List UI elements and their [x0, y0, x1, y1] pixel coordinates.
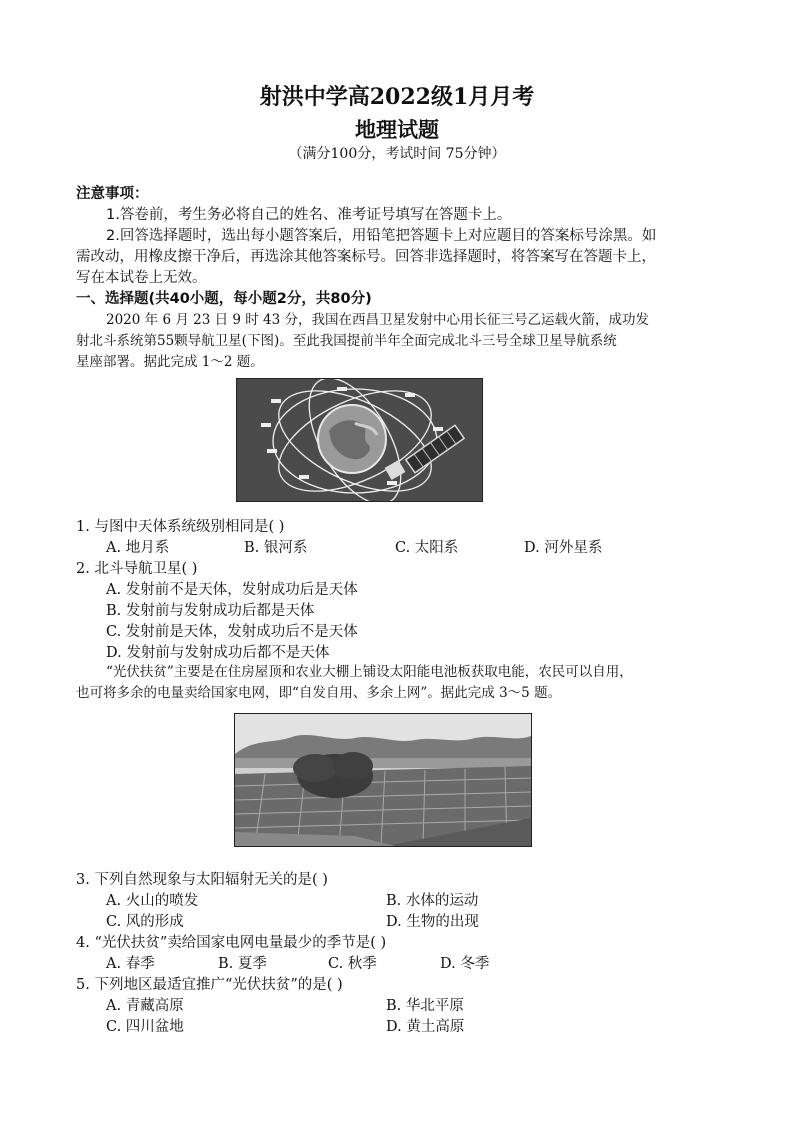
- q4-option-a: A. 春季: [106, 956, 155, 972]
- q1-option-a: A. 地月系: [106, 540, 170, 556]
- q3-option-b: B. 水体的运动: [386, 893, 479, 909]
- notice-item-2-line-3: 写在本试卷上无效。: [76, 270, 207, 286]
- solar-panel-roof-illustration: [235, 714, 531, 846]
- notice-item-2-line-2: 需改动，用橡皮擦干净后，再选涂其他答案标号。回答非选择题时，将答案写在答题卡上，: [76, 249, 656, 265]
- q4-option-d: D. 冬季: [440, 956, 490, 972]
- subject-title: 地理试题: [355, 117, 439, 142]
- q2-option-b: B. 发射前与发射成功后都是天体: [106, 603, 315, 619]
- q3-option-c: C. 风的形成: [106, 914, 184, 930]
- q1-option-d: D. 河外星系: [524, 540, 603, 556]
- q5-option-d: D. 黄土高原: [386, 1019, 465, 1035]
- notice-item-1: 1.答卷前，考生务必将自己的姓名、准考证号填写在答题卡上。: [106, 207, 512, 223]
- q4-option-b: B. 夏季: [218, 956, 267, 972]
- notice-item-2-line-1: 2.回答选择题时，选出每小题答案后，用铅笔把答题卡上对应题目的答案标号涂黑。如: [106, 228, 657, 244]
- q3-option-d: D. 生物的出现: [386, 914, 479, 930]
- q1-stem: 1. 与图中天体系统级别相同是( ): [76, 519, 285, 535]
- q3-stem: 3. 下列自然现象与太阳辐射无关的是( ): [76, 872, 328, 888]
- q2-stem: 2. 北斗导航卫星( ): [76, 561, 198, 577]
- q3-option-a: A. 火山的喷发: [106, 893, 199, 909]
- q2-option-c: C. 发射前是天体，发射成功后不是天体: [106, 624, 358, 640]
- notice-heading: 注意事项：: [76, 186, 149, 202]
- solar-panel-roof-image: [234, 713, 532, 847]
- passage2-line-1: “光伏扶贫”主要是在住房屋顶和农业大棚上铺设太阳能电池板获取电能，农民可以自用，: [106, 664, 633, 680]
- satellite-constellation-image: [236, 378, 483, 502]
- passage2-line-2: 也可将多余的电量卖给国家电网，即“自发自用、多余上网”。据此完成 3～5 题。: [76, 685, 562, 701]
- q4-stem: 4. “光伏扶贫”卖给国家电网电量最少的季节是( ): [76, 935, 387, 951]
- passage1-line-1: 2020 年 6 月 23 日 9 时 43 分，我国在西昌卫星发射中心用长征三号乙运载火箭，成功发: [106, 312, 650, 328]
- passage1-line-3: 星座部署。据此完成 1～2 题。: [76, 354, 264, 370]
- q5-stem: 5. 下列地区最适宜推广“光伏扶贫”的是( ): [76, 977, 343, 993]
- q4-option-c: C. 秋季: [328, 956, 377, 972]
- q1-option-b: B. 银河系: [244, 540, 308, 556]
- q2-option-d: D. 发射前与发射成功后都不是天体: [106, 645, 330, 661]
- q2-option-a: A. 发射前不是天体，发射成功后是天体: [106, 582, 358, 598]
- passage1-line-2: 射北斗系统第55颗导航卫星(下图)。至此我国提前半年全面完成北斗三号全球卫星导航系统: [76, 333, 617, 349]
- satellite-constellation-illustration: [237, 379, 482, 501]
- section-heading: 一、选择题(共40小题，每小题2分，共80分): [76, 291, 372, 307]
- q5-option-b: B. 华北平原: [386, 998, 464, 1014]
- exam-subtitle: （满分100分，考试时间 75分钟）: [288, 146, 506, 162]
- exam-title: 射洪中学高2022级1月月考: [259, 84, 535, 110]
- q1-option-c: C. 太阳系: [395, 540, 459, 556]
- q5-option-c: C. 四川盆地: [106, 1019, 184, 1035]
- q5-option-a: A. 青藏高原: [106, 998, 184, 1014]
